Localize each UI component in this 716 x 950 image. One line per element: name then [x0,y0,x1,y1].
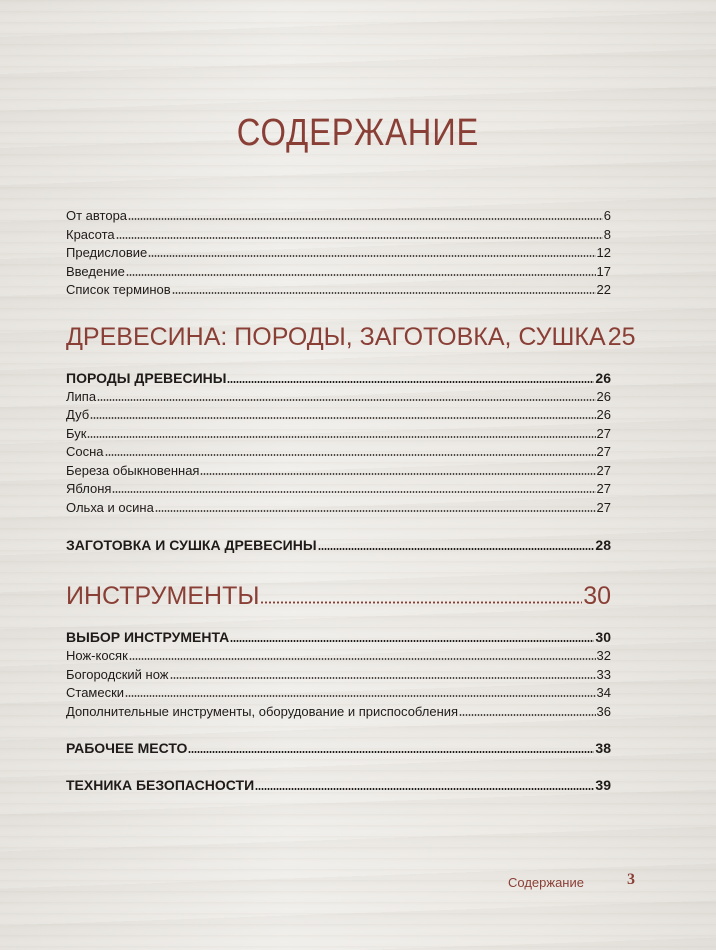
dot-leader [260,601,582,604]
dot-leader [90,417,595,419]
spacer [66,301,611,323]
toc-section-workplace[interactable] [66,740,611,759]
toc-entry-page: 8 [603,226,611,242]
dot-leader [459,714,595,716]
toc-chapter-page: 25 [607,322,636,351]
dot-leader [172,292,596,294]
toc-chapter-label: ДРЕВЕСИНА: ПОРОДЫ, ЗАГОТОВКА, СУШКА [66,322,606,351]
dot-leader [112,491,595,493]
spacer [66,616,611,629]
dot-leader [148,255,595,257]
toc-entry-introduction[interactable] [66,264,611,283]
toc-section-label: ВЫБОР ИНСТРУМЕНТА [66,629,230,645]
toc-entry-pine[interactable] [66,444,611,463]
toc-entry-glossary[interactable] [66,282,611,301]
toc-entry-label: Введение [66,263,125,279]
toc-entry-page: 34 [596,685,611,700]
running-footer-label: Содержание [508,875,584,890]
toc-entry-chisels[interactable] [66,685,611,704]
toc-entry-label: Липа [66,388,97,404]
dot-leader [129,658,596,660]
dot-leader [170,677,596,679]
toc-entry-apple[interactable] [66,481,611,500]
toc-entry-page: 6 [603,208,611,223]
toc-section-wood-species[interactable] [66,370,611,389]
toc-entry-page: 32 [596,648,611,663]
toc-entry-label: Список терминов [66,282,171,297]
toc-section-label: РАБОЧЕЕ МЕСТО [66,740,188,756]
toc-section-label: ПОРОДЫ ДРЕВЕСИНЫ [66,369,227,386]
toc-chapter-label: ИНСТРУМЕНТЫ [66,582,260,610]
toc-section-page: 38 [595,740,611,756]
toc-section-label: ЗАГОТОВКА И СУШКА ДРЕВЕСИНЫ [66,537,317,553]
toc-entry-page: 12 [596,245,611,260]
dot-leader [200,473,595,475]
toc-entry-page: 26 [596,407,611,422]
dot-leader [318,548,595,550]
dot-leader [188,751,594,753]
toc-entry-label: Бук [66,425,87,441]
spacer [66,759,611,777]
toc-entry-page: 27 [596,481,611,496]
toc-section-tool-choice[interactable] [66,629,611,648]
dot-leader [230,640,594,642]
toc-entry-page: 27 [596,425,611,441]
toc-section-page: 30 [595,629,611,645]
spacer [66,722,611,740]
dot-leader [125,695,595,697]
toc-entry-bogorodsky-knife[interactable] [66,667,611,686]
dot-leader [128,218,603,220]
toc-section-harvesting-drying[interactable] [66,537,611,556]
toc-entry-label: Сосна [66,444,104,459]
toc-entry-page: 33 [596,666,611,682]
toc-entry-beech[interactable] [66,426,611,445]
toc-entry-label: Нож-косяк [66,648,128,663]
toc-section-page: 26 [595,369,611,386]
toc-entry-skew-knife[interactable] [66,648,611,667]
page-title: СОДЕРЖАНИЕ [236,112,480,154]
toc-entry-page: 27 [596,462,611,478]
toc-entry-label: Береза обыкновенная [66,462,200,478]
toc-section-page: 39 [595,777,611,793]
toc-entry-alder-aspen[interactable] [66,500,611,519]
toc-entry-label: Красота [66,226,115,242]
toc-entry-page: 22 [596,282,611,297]
page-number: 3 [627,871,635,888]
toc-entry-page: 17 [596,263,611,279]
spacer [66,357,611,370]
toc-entry-beauty[interactable] [66,227,611,246]
toc-entry-label: Богородский нож [66,666,169,682]
toc-entry-page: 27 [596,444,611,459]
dot-leader [97,399,595,401]
toc-entry-label: От автора [66,208,128,223]
toc-chapter-wood[interactable] [66,322,636,357]
dot-leader [116,237,603,239]
toc-section-safety[interactable] [66,777,611,796]
toc-entry-label: Дуб [66,407,90,422]
toc-entry-page: 36 [596,703,611,719]
toc-entry-label: Яблоня [66,481,112,496]
toc-chapter-tools[interactable] [66,582,611,616]
toc-entry-label: Предисловие [66,245,148,260]
toc-entry-label: Ольха и осина [66,499,154,515]
toc-entry-birch[interactable] [66,463,611,482]
spacer [66,518,611,537]
spacer [66,556,611,582]
toc-entry-label: Стамески [66,685,125,700]
dot-leader [255,788,594,790]
toc-entry-page: 27 [596,499,611,515]
toc-section-page: 28 [595,537,611,553]
toc-entry-linden[interactable] [66,389,611,408]
dot-leader [155,510,596,512]
toc-entry-page: 26 [596,388,611,404]
toc-entry-oak[interactable] [66,407,611,426]
dot-leader [105,454,596,456]
dot-leader [227,381,594,383]
toc-section-label: ТЕХНИКА БЕЗОПАСНОСТИ [66,777,255,793]
toc-entry-additional-tools[interactable] [66,704,611,723]
dot-leader [126,274,596,276]
table-of-contents [66,208,636,796]
dot-leader [87,436,595,438]
toc-chapter-page: 30 [583,582,611,610]
toc-entry-from-author[interactable] [66,208,611,227]
toc-entry-preface[interactable] [66,245,611,264]
toc-entry-label: Дополнительные инструменты, оборудование и приспособления [66,703,459,719]
